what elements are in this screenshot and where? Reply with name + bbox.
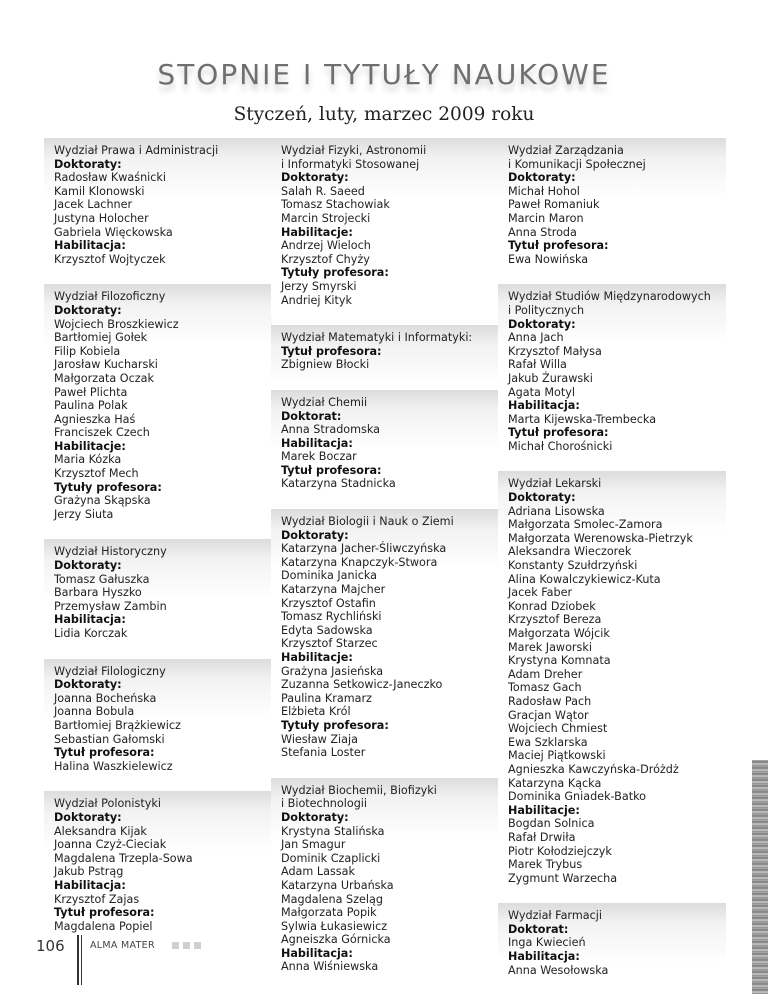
person-name: Lidia Korczak: [54, 627, 128, 640]
person-name: Maciej Piątkowski: [508, 749, 606, 763]
person-name: Halina Waszkielewicz: [54, 759, 173, 773]
degree-label: Habilitacja:: [508, 950, 580, 964]
person-name: Krzysztof Ostafin: [281, 596, 376, 610]
faculty-block: [271, 509, 499, 770]
person-name: Krystyna Komnata: [508, 654, 611, 668]
degree-label: Habilitacja:: [281, 436, 353, 450]
faculty-block: [44, 659, 272, 784]
faculty-name: Wydział Biochemii, Biofizyki: [281, 783, 437, 797]
decor-square: [183, 942, 190, 949]
degree-label: Doktoraty:: [281, 528, 349, 542]
person-name: Tomasz Rychliński: [281, 610, 382, 624]
faculty-block: [498, 471, 726, 895]
person-name: Małgorzata Wójcik: [508, 627, 610, 640]
person-name: Wojciech Broszkiewicz: [54, 317, 179, 331]
degree-label: Doktoraty:: [281, 810, 349, 824]
person-name: Zbigniew Błocki: [281, 358, 370, 372]
person-name: Joanna Bobula: [54, 705, 135, 719]
degree-label: Doktoraty:: [508, 317, 576, 331]
decor-square: [194, 942, 201, 949]
person-name: Aleksandra Wieczorek: [508, 545, 632, 559]
person-name: Konrad Dziobek: [508, 599, 596, 613]
person-name: Tomasz Stachowiak: [281, 198, 390, 212]
faculty-name: Wydział Matematyki i Informatyki:: [281, 331, 473, 345]
person-name: Anna Stroda: [508, 225, 577, 239]
person-name: Paulina Polak: [54, 399, 128, 413]
degree-label: Tytuły profesora:: [281, 718, 389, 732]
person-name: Jakub Żurawski: [508, 371, 593, 385]
degree-label: Tytuł profesora:: [54, 906, 155, 920]
faculty-name: Wydział Zarządzania: [508, 144, 624, 157]
faculty-block: [271, 778, 499, 984]
person-name: Małgorzata Oczak: [54, 371, 154, 385]
degree-label: Doktoraty:: [54, 157, 122, 171]
person-name: Tomasz Gałuszka: [54, 572, 150, 586]
person-name: Krzysztof Starzec: [281, 637, 378, 651]
person-name: Bogdan Solnica: [508, 817, 595, 831]
faculty-block: [44, 539, 272, 650]
person-name: Jacek Lachner: [54, 198, 133, 212]
person-name: Gracjan Wątor: [508, 708, 589, 722]
page-title: STOPNIE I TYTUŁY NAUKOWE: [157, 58, 611, 91]
degree-label: Tytuł profesora:: [54, 746, 155, 760]
person-name: Dominik Czaplicki: [281, 851, 381, 865]
person-name: Agnieszka Kawczyńska-Dróżdż: [508, 762, 679, 776]
person-name: Krystyna Stalińska: [281, 824, 385, 838]
person-name: Grażyna Jasieńska: [281, 664, 384, 678]
faculty-name: i Biotechnologii: [281, 797, 368, 811]
degree-label: Doktoraty:: [281, 171, 349, 185]
person-name: Marek Boczar: [281, 450, 357, 464]
person-name: Marek Jaworski: [508, 640, 592, 654]
person-name: Dominika Janicka: [281, 569, 378, 583]
person-name: Sebastian Gałomski: [54, 732, 165, 746]
person-name: Paweł Romaniuk: [508, 198, 600, 212]
person-name: Jerzy Smyrski: [281, 279, 357, 293]
person-name: Inga Kwiecień: [508, 936, 586, 950]
person-name: Salah R. Saeed: [281, 184, 365, 198]
degree-label: Habilitacja:: [281, 946, 353, 960]
page-edge-decoration: [752, 760, 768, 994]
person-name: Agata Motyl: [508, 385, 576, 399]
degree-label: Doktoraty:: [54, 678, 122, 692]
person-name: Katarzyna Jacher-Śliwczyńska: [281, 542, 447, 556]
faculty-block: [44, 284, 272, 531]
degree-label: Doktoraty:: [508, 491, 576, 505]
degree-label: Habilitacja:: [54, 878, 126, 892]
page-number: 106: [36, 937, 65, 955]
faculty-name: Wydział Filozoficzny: [54, 290, 166, 304]
person-name: Jacek Faber: [508, 586, 573, 600]
faculty-block: [271, 138, 499, 317]
person-name: Adriana Lisowska: [508, 504, 605, 518]
person-name: Wiesław Ziaja: [281, 732, 358, 746]
person-name: Adam Dreher: [508, 667, 583, 681]
person-name: Paweł Plichta: [54, 385, 128, 399]
person-name: Dominika Gniadek-Batko: [508, 790, 647, 804]
degree-label: Tytuł profesora:: [281, 344, 382, 358]
faculty-block: [271, 390, 499, 501]
page-title-wrap: [0, 58, 768, 91]
person-name: Magdalena Szeląg: [281, 892, 383, 906]
person-name: Anna Wiśniewska: [281, 960, 379, 974]
decor-square: [172, 942, 179, 949]
faculty-name: Wydział Chemii: [281, 395, 368, 409]
degree-label: Habilitacje:: [508, 803, 580, 817]
person-name: Edyta Sadowska: [281, 623, 373, 637]
person-name: Krzysztof Zajas: [54, 892, 140, 906]
person-name: Krzysztof Małysa: [508, 344, 602, 358]
person-name: Jakub Pstrąg: [54, 865, 124, 879]
person-name: Franciszek Czech: [54, 426, 150, 440]
person-name: Rafał Willa: [508, 358, 567, 372]
faculty-name: Wydział Filologiczny: [54, 664, 166, 678]
faculty-name: Wydział Lekarski: [508, 477, 602, 491]
person-name: Małgorzata Popik: [281, 906, 377, 920]
person-name: Aleksandra Kijak: [54, 824, 147, 838]
person-name: Konstanty Szułdrzyński: [508, 559, 638, 573]
degree-label: Tytuł profesora:: [508, 239, 609, 253]
person-name: Zygmunt Warzecha: [508, 871, 618, 885]
column-2: [271, 138, 499, 992]
person-name: Paulina Kramarz: [281, 691, 372, 705]
person-name: Tomasz Gach: [508, 681, 582, 695]
faculty-name: Wydział Historyczny: [54, 545, 167, 559]
person-name: Anna Jach: [508, 331, 564, 345]
footer: [36, 935, 236, 985]
person-name: Andrzej Wieloch: [281, 239, 371, 253]
person-name: Krzysztof Mech: [54, 467, 139, 481]
person-name: Jarosław Kucharski: [54, 358, 158, 372]
faculty-name: Wydział Fizyki, Astronomii: [281, 144, 427, 157]
faculty-name: Wydział Biologii i Nauk o Ziemi: [281, 515, 454, 529]
person-name: Małgorzata Werenowska-Pietrzyk: [508, 531, 693, 545]
degree-label: Habilitacja:: [508, 399, 580, 413]
page-subtitle: Styczeń, luty, marzec 2009 roku: [233, 104, 535, 125]
faculty-name: i Komunikacji Społecznej: [508, 157, 646, 171]
faculty-block: [44, 138, 272, 276]
person-name: Bartłomiej Gołek: [54, 331, 148, 345]
degree-label: Doktorat:: [508, 922, 569, 936]
person-name: Rafał Drwiła: [508, 830, 576, 844]
degree-label: Doktoraty:: [54, 303, 122, 317]
person-name: Adam Lassak: [281, 865, 355, 879]
person-name: Anna Stradomska: [281, 423, 380, 437]
degree-label: Tytuły profesora:: [281, 266, 389, 280]
person-name: Krzysztof Chyży: [281, 252, 370, 266]
faculty-block: [271, 325, 499, 382]
person-name: Sylwia Łukasiewicz: [281, 919, 388, 933]
person-name: Bartłomiej Brążkiewicz: [54, 718, 181, 732]
degree-label: Tytuł profesora:: [281, 463, 382, 477]
person-name: Katarzyna Majcher: [281, 583, 386, 597]
person-name: Justyna Holocher: [54, 211, 149, 225]
person-name: Barbara Hyszko: [54, 586, 142, 600]
column-3: [498, 138, 726, 995]
person-name: Grażyna Skąpska: [54, 494, 151, 508]
person-name: Radosław Kwaśnicki: [54, 171, 167, 185]
faculty-name: i Politycznych: [508, 303, 585, 317]
faculty-name: i Informatyki Stosowanej: [281, 157, 420, 171]
person-name: Krzysztof Bereza: [508, 613, 602, 627]
person-name: Elżbieta Król: [281, 705, 351, 719]
person-name: Katarzyna Knapczyk-Stwora: [281, 555, 438, 569]
faculty-block: [498, 903, 726, 987]
person-name: Joanna Bocheńska: [54, 691, 157, 705]
person-name: Maria Kózka: [54, 453, 122, 467]
person-name: Alina Kowalczykiewicz-Kuta: [508, 572, 661, 586]
person-name: Anna Wesołowska: [508, 963, 609, 977]
faculty-name: Wydział Farmacji: [508, 909, 602, 923]
person-name: Agneiszka Górnicka: [281, 933, 391, 947]
person-name: Andriej Kityk: [281, 293, 353, 307]
person-name: Michał Hohol: [508, 184, 580, 198]
degree-label: Habilitacje:: [54, 439, 126, 453]
person-name: Joanna Czyż-Cieciak: [54, 838, 167, 852]
person-name: Zuzanna Setkowicz-Janeczko: [281, 678, 443, 692]
person-name: Michał Chorośnicki: [508, 439, 613, 453]
faculty-block: [498, 284, 726, 463]
person-name: Marta Kijewska-Trembecka: [508, 412, 657, 426]
footer-divider: [77, 935, 79, 985]
person-name: Katarzyna Kącka: [508, 776, 602, 790]
degree-label: Tytuły profesora:: [54, 480, 162, 494]
person-name: Marcin Strojecki: [281, 211, 371, 225]
person-name: Marcin Maron: [508, 211, 584, 225]
person-name: Przemysław Zambin: [54, 599, 167, 613]
degree-label: Doktoraty:: [54, 810, 122, 824]
person-name: Katarzyna Urbańska: [281, 878, 394, 892]
degree-label: Habilitacje:: [281, 225, 353, 239]
degree-label: Doktorat:: [281, 409, 342, 423]
person-name: Wojciech Chmiest: [508, 722, 608, 736]
person-name: Krzysztof Wojtyczek: [54, 252, 166, 266]
faculty-name: Wydział Studiów Międzynarodowych: [508, 290, 711, 304]
person-name: Kamil Klonowski: [54, 184, 145, 198]
person-name: Jerzy Siuta: [54, 507, 114, 521]
person-name: Gabriela Więckowska: [54, 225, 173, 239]
person-name: Magdalena Popiel: [54, 919, 153, 933]
person-name: Marek Trybus: [508, 858, 583, 872]
person-name: Radosław Pach: [508, 694, 592, 708]
degree-label: Doktoraty:: [508, 171, 576, 185]
column-1: [44, 138, 272, 951]
person-name: Filip Kobiela: [54, 344, 121, 358]
magazine-name: ALMA MATER: [90, 940, 155, 951]
degree-label: Habilitacje:: [281, 651, 353, 664]
person-name: Jan Smagur: [281, 838, 346, 852]
faculty-name: Wydział Polonistyki: [54, 797, 161, 811]
degree-label: Habilitacja:: [54, 239, 126, 253]
person-name: Ewa Nowińska: [508, 252, 589, 266]
degree-label: Doktoraty:: [54, 559, 122, 573]
degree-label: Tytuł profesora:: [508, 426, 609, 440]
person-name: Piotr Kołodziejczyk: [508, 844, 612, 858]
footer-divider-thin: [81, 935, 82, 985]
person-name: Ewa Szklarska: [508, 735, 588, 749]
faculty-block: [498, 138, 726, 276]
person-name: Katarzyna Stadnicka: [281, 477, 396, 491]
person-name: Magdalena Trzepla-Sowa: [54, 851, 193, 865]
faculty-block: [44, 791, 272, 943]
person-name: Stefania Loster: [281, 746, 366, 760]
faculty-name: Wydział Prawa i Administracji: [54, 144, 219, 157]
degree-label: Habilitacja:: [54, 613, 126, 627]
person-name: Agnieszka Haś: [54, 412, 136, 426]
person-name: Małgorzata Smolec-Zamora: [508, 518, 663, 532]
